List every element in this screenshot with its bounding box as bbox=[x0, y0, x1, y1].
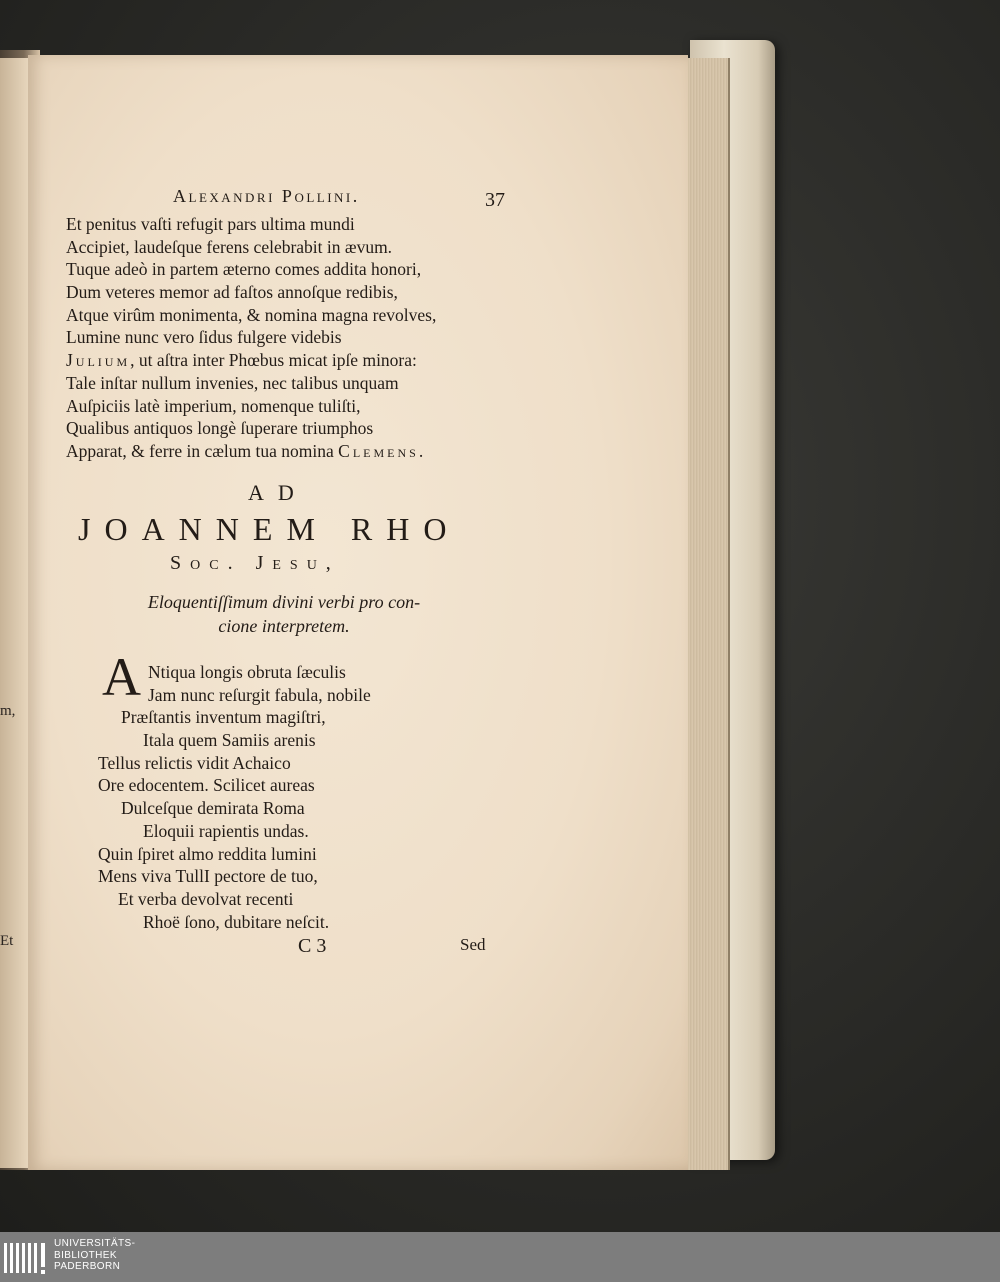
library-footer bbox=[0, 1232, 1000, 1282]
verse-line bbox=[66, 395, 436, 418]
verse-line bbox=[66, 213, 436, 236]
verse-text: , ut aſtra inter Phœbus micat ipſe minora: bbox=[130, 350, 417, 371]
verse-line bbox=[66, 304, 436, 327]
drop-cap: A bbox=[102, 647, 141, 707]
verse-line bbox=[66, 326, 436, 349]
verse-line bbox=[66, 281, 436, 304]
book-page bbox=[28, 55, 688, 1170]
ode-block bbox=[28, 661, 371, 933]
left-margin-fragment: Et bbox=[0, 933, 14, 949]
subtitle-line: cione interpretem. bbox=[218, 616, 350, 636]
ode-line: Ntiqua longis obruta ſæculis bbox=[148, 662, 346, 682]
verse-text: Accipiet, laudeſque ferens celebrabit in ævum. bbox=[66, 236, 393, 257]
ode-line: Itala quem Samiis arenis bbox=[143, 730, 316, 751]
signature-mark: C 3 bbox=[298, 935, 327, 957]
page-block-edges bbox=[684, 58, 730, 1170]
ode-line: Dulceſque demirata Roma bbox=[121, 798, 305, 819]
verse-block bbox=[66, 213, 436, 463]
subtitle-line: Eloquentiſſimum divini verbi pro con- bbox=[147, 592, 421, 612]
library-name-line: BIBLIOTHEK bbox=[54, 1249, 117, 1261]
verse-smallcaps: Clemens. bbox=[338, 440, 427, 461]
verse-text: Tale inſtar nullum invenies, nec talibus unquam bbox=[66, 372, 399, 393]
ode-line: Mens viva TullI pectore de tuo, bbox=[98, 866, 318, 887]
library-logo-icon bbox=[3, 1239, 47, 1277]
ode-line: Præſtantis inventum magiſtri, bbox=[121, 707, 326, 728]
verse-line bbox=[66, 349, 436, 372]
left-page-edge bbox=[0, 58, 31, 1168]
verse-text: Et penitus vaſti refugit pars ultima mundi bbox=[66, 214, 355, 234]
verse-line bbox=[66, 417, 436, 440]
ode-line: Jam nunc reſurgit fabula, nobile bbox=[148, 684, 371, 705]
verse-line bbox=[66, 440, 436, 463]
verse-text: Apparat, & ferre in cælum tua nomina bbox=[66, 440, 339, 461]
verse-text: Dum veteres memor ad faſtos annoſque redibis, bbox=[66, 282, 398, 303]
verse-text: Tuque adeò in partem æterno comes addita honori, bbox=[66, 259, 422, 280]
ode-line: Ore edocentem. Scilicet aureas bbox=[98, 775, 315, 796]
dedication-subtitle bbox=[104, 590, 464, 638]
library-name-line: UNIVERSITÄTS- bbox=[54, 1238, 136, 1249]
heading-name: JOANNEM RHO bbox=[78, 511, 461, 547]
verse-text: Atque virûm monimenta, & nomina magna revolves, bbox=[66, 304, 437, 325]
verse-smallcaps: Julium bbox=[66, 350, 131, 371]
ode-line: Et verba devolvat recenti bbox=[118, 888, 294, 909]
verse-text: Lumine nunc vero ſidus fulgere videbis bbox=[66, 327, 342, 348]
verse-line bbox=[66, 236, 436, 259]
ode-line: Tellus relictis vidit Achaico bbox=[98, 752, 291, 773]
heading-ad: AD bbox=[248, 480, 308, 505]
left-margin-fragment: m, bbox=[0, 703, 16, 719]
catchword: Sed bbox=[460, 935, 486, 954]
verse-line bbox=[66, 258, 436, 281]
library-name bbox=[54, 1238, 135, 1273]
library-name-line: PADERBORN bbox=[54, 1261, 121, 1272]
verse-text: Qualibus antiquos longè ſuperare triumphos bbox=[66, 418, 374, 439]
verse-text: Auſpiciis latè imperium, nomenque tuliſti, bbox=[66, 395, 361, 416]
ode-line: Rhoë ſono, dubitare neſcit. bbox=[143, 911, 330, 932]
ode-line: Eloquii rapientis undas. bbox=[143, 820, 309, 841]
heading-society: Soc. Jesu, bbox=[170, 552, 340, 574]
ode-line: Quin ſpiret almo reddita lumini bbox=[98, 843, 317, 864]
running-head: Alexandri Pollini. bbox=[173, 186, 360, 206]
page-number: 37 bbox=[485, 189, 505, 211]
verse-line bbox=[66, 372, 436, 395]
